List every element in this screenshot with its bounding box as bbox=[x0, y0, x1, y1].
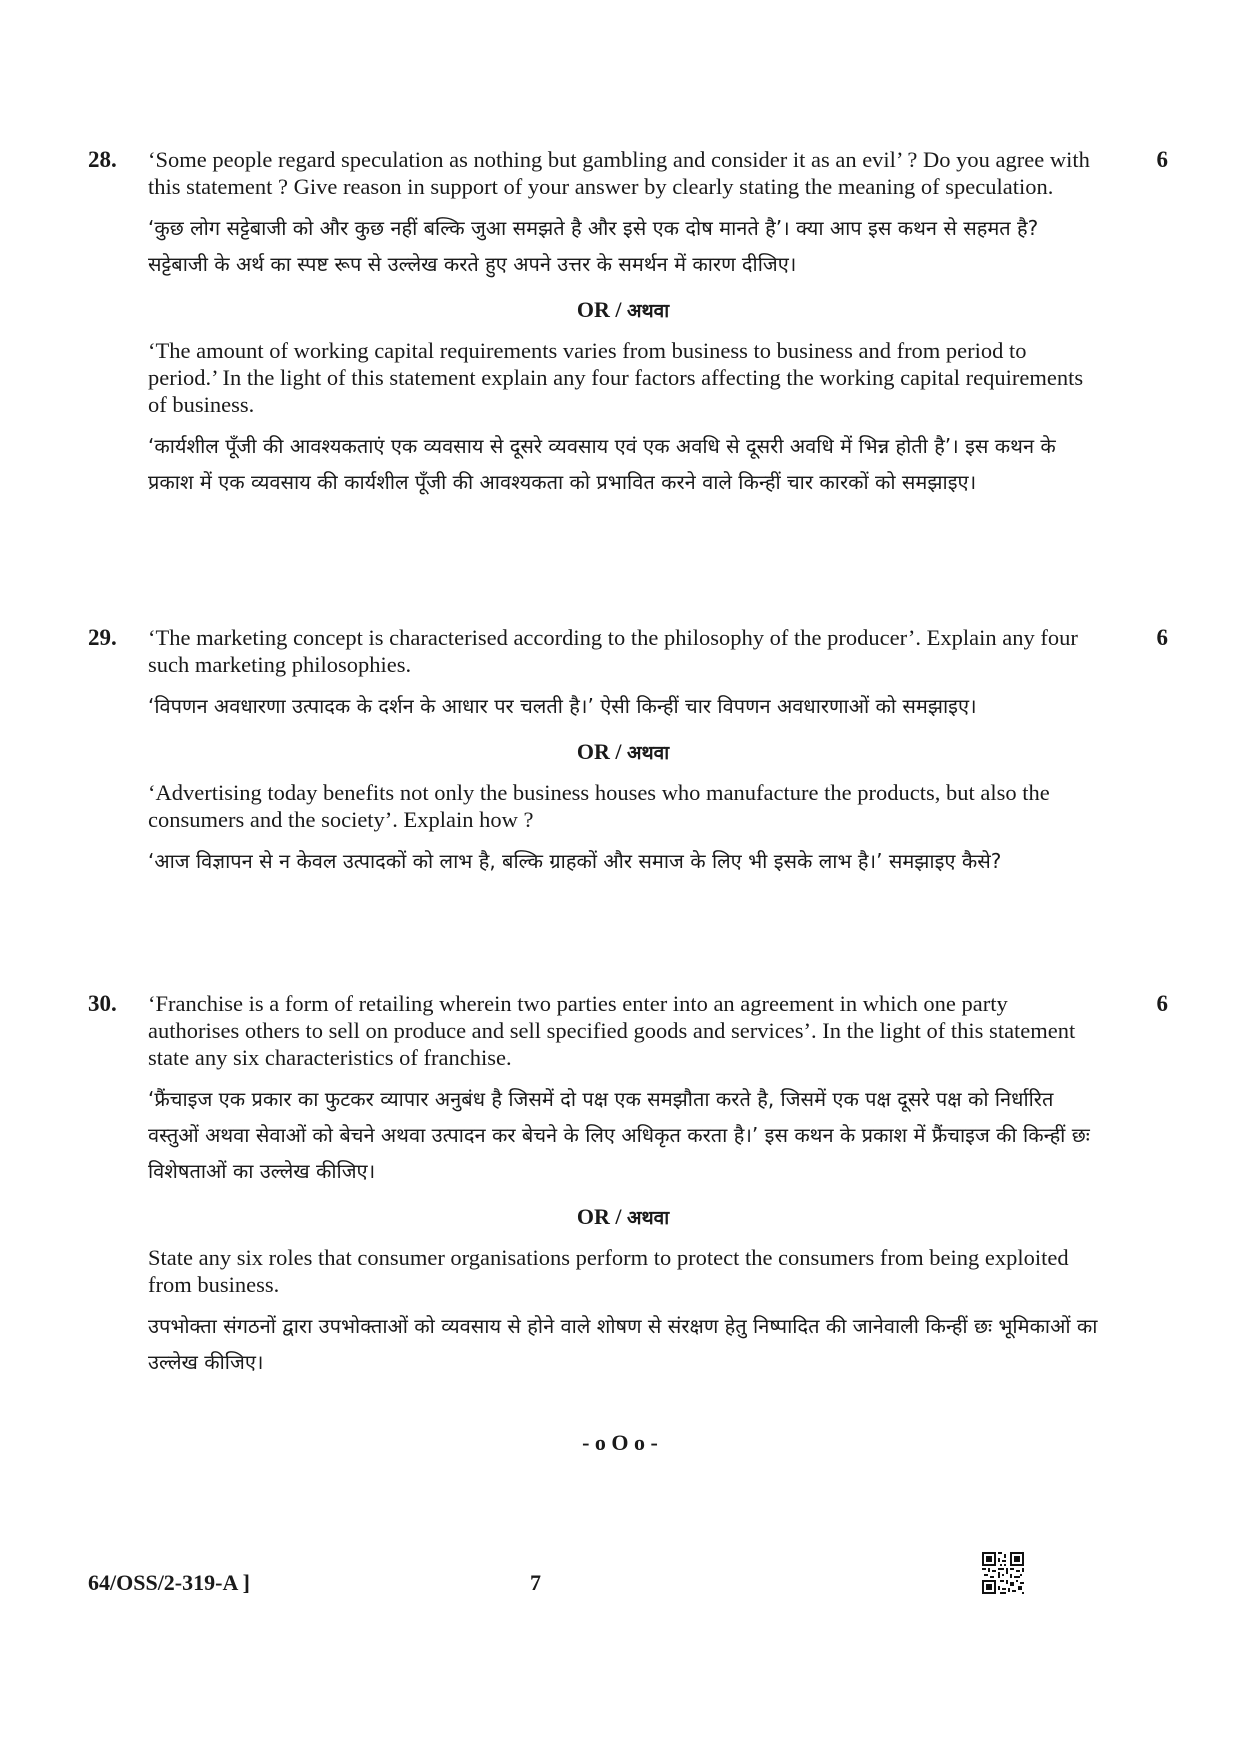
end-of-paper-mark: - o O o - bbox=[582, 1430, 658, 1455]
question-marks: 6 bbox=[1156, 991, 1168, 1016]
or-label-hi: अथवा bbox=[626, 1207, 670, 1229]
or-label-en: OR / bbox=[576, 1204, 622, 1229]
question-number: 29. bbox=[88, 625, 117, 650]
page-number: 7 bbox=[530, 1570, 541, 1595]
or-label-hi: अथवा bbox=[626, 300, 670, 322]
alternative-text-en: ‘The amount of working capital requirements varies from business to business and from period to period.’ In the light of this statement explain any four factors affecting the working capital requirements of business. bbox=[148, 338, 1084, 417]
question-marks: 6 bbox=[1156, 625, 1168, 650]
or-separator bbox=[148, 1203, 1098, 1232]
alternative-text-hi: ‘कार्यशील पूँजी की आवश्यकताएं एक व्यवसाय से दूसरे व्यवसाय एवं एक अवधि से दूसरी अवधि में भिन्न होती है’। इस कथन के प्रकाश में एक व्यवसाय की कार्यशील पूँजी की आवश्यकता को प्रभावित करने वाले किन्हीं चार कारकों को समझाइए। bbox=[148, 434, 1056, 494]
question-body bbox=[148, 990, 1098, 1380]
or-label-hi: अथवा bbox=[626, 742, 670, 764]
question-number: 28. bbox=[88, 147, 117, 172]
qr-code-icon bbox=[982, 1552, 1024, 1594]
paper-code: 64/OSS/2-319-A ] bbox=[88, 1570, 250, 1595]
alternative-text-en: State any six roles that consumer organisations perform to protect the consumers from being exploited from business. bbox=[148, 1245, 1069, 1297]
question-text-en: ‘Franchise is a form of retailing wherein two parties enter into an agreement in which one party authorises others to sell on produce and sell specified goods and services’. In the light of this statement state any six characteristics of franchise. bbox=[148, 991, 1076, 1070]
or-separator bbox=[148, 738, 1098, 767]
question-text-en: ‘Some people regard speculation as nothing but gambling and consider it as an evil’ ? Do you agree with this statement ? Give reason in support of your answer by clearly stating the meaning of speculation. bbox=[148, 147, 1090, 199]
or-label-en: OR / bbox=[576, 297, 622, 322]
question-text-hi: ‘विपणन अवधारणा उत्पादक के दर्शन के आधार पर चलती है।’ ऐसी किन्हीं चार विपणन अवधारणाओं को समझाइए। bbox=[148, 694, 977, 718]
question-number: 30. bbox=[88, 991, 117, 1016]
alternative-text-hi: ‘आज विज्ञापन से न केवल उत्पादकों को लाभ है, बल्कि ग्राहकों और समाज के लिए भी इसके लाभ है।’ समझाइए कैसे? bbox=[148, 849, 1002, 873]
question-30 bbox=[88, 990, 1168, 1380]
question-marks: 6 bbox=[1156, 147, 1168, 172]
alternative-text-en: ‘Advertising today benefits not only the business houses who manufacture the products, but also the consumers and the society’. Explain how ? bbox=[148, 780, 1050, 832]
or-separator bbox=[148, 296, 1098, 325]
question-text-hi: ‘कुछ लोग सट्टेबाजी को और कुछ नहीं बल्कि जुआ समझते है और इसे एक दोष मानते है’। क्या आप इस कथन से सहमत है? सट्टेबाजी के अर्थ का स्पष्ट रूप से उल्लेख करते हुए अपने उत्तर के समर्थन में कारण दीजिए। bbox=[148, 216, 1039, 276]
question-text-hi: ‘फ्रैंचाइज एक प्रकार का फुटकर व्यापार अनुबंध है जिसमें दो पक्ष एक समझौता करते है, जिसमें एक पक्ष दूसरे पक्ष को निर्धारित वस्तुओं अथवा सेवाओं को बेचने अथवा उत्पादन कर बेचने के लिए अधिकृत करता है।’ इस कथन के प्रकाश में फ्रैंचाइज की किन्हीं छः विशेषताओं का उल्लेख कीजिए। bbox=[148, 1087, 1090, 1183]
question-29 bbox=[88, 624, 1168, 879]
or-label-en: OR / bbox=[576, 739, 622, 764]
alternative-text-hi: उपभोक्ता संगठनों द्वारा उपभोक्ताओं को व्यवसाय से होने वाले शोषण से संरक्षण हेतु निष्पादित की जानेवाली किन्हीं छः भूमिकाओं का उल्लेख कीजिए। bbox=[148, 1314, 1098, 1374]
question-body bbox=[148, 624, 1098, 879]
question-body bbox=[148, 146, 1098, 500]
question-text-en: ‘The marketing concept is characterised according to the philosophy of the producer’. Explain any four such marketing philosophies. bbox=[148, 625, 1078, 677]
question-28 bbox=[88, 146, 1168, 500]
